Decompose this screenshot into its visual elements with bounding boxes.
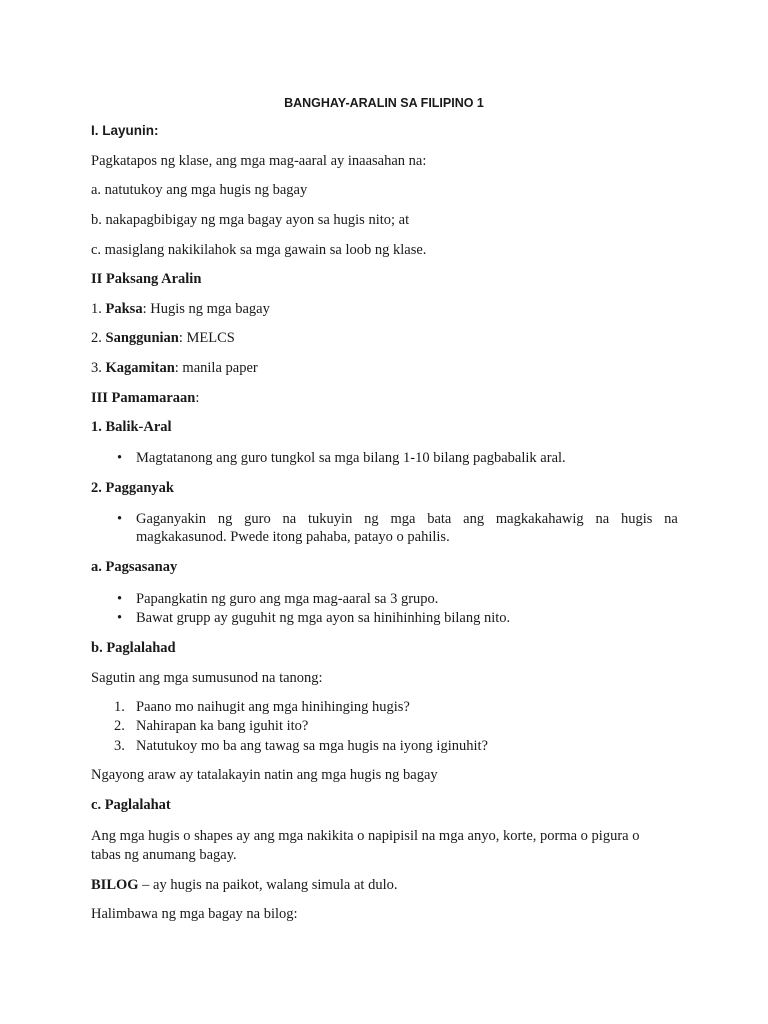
question-number: 3.	[114, 738, 125, 754]
pagsasanay-label: . Pagsasanay	[98, 559, 178, 575]
pagganyak-label: . Pagganyak	[98, 480, 174, 496]
paksa-label: Paksa	[105, 301, 143, 317]
balik-aral-bullet: Magtatanong ang guro tungkol sa mga bilang 1-10 bilang pagbabalik aral.	[136, 450, 566, 466]
sanggunian-label: Sanggunian	[105, 330, 179, 346]
bullet-icon: •	[117, 610, 123, 626]
layunin-heading: I. Layunin:	[91, 123, 159, 138]
justified-word: bata	[427, 511, 452, 527]
justified-word: hugis	[620, 511, 653, 527]
paglalahad-intro: Sagutin ang mga sumusunod na tanong:	[91, 670, 323, 686]
pagganyak-num: 2	[91, 480, 99, 496]
question-number: 1.	[114, 699, 125, 715]
kagamitan-item	[91, 359, 258, 377]
bilog-term: BILOG	[91, 877, 139, 893]
sanggunian-value: : MELCS	[178, 330, 235, 346]
pagsasanay-num: a	[91, 559, 99, 575]
justified-word: ang	[463, 511, 485, 527]
sanggunian-item	[91, 329, 235, 347]
justified-word: magkakahawig	[495, 511, 584, 527]
paksa-value: : Hugis ng mga bagay	[142, 301, 270, 317]
kagamitan-label: Kagamitan	[105, 360, 175, 376]
bullet-icon: •	[117, 450, 123, 466]
bilog-def: – ay hugis na paikot, walang simula at dulo.	[138, 877, 398, 893]
kagamitan-num: 3.	[91, 360, 106, 376]
pagsasanay-bullet-2: Bawat grupp ay guguhit ng mga ayon sa hinihinhing bilang nito.	[136, 610, 511, 626]
pagsasanay-heading	[91, 558, 177, 576]
balik-aral-label: . Balik-Aral	[98, 419, 172, 435]
question-text: Natutukoy mo ba ang tawag sa mga hugis na iyong iginuhit?	[136, 738, 488, 754]
paksa-num: 1.	[91, 301, 106, 317]
paglalahad-closing: Ngayong araw ay tatalakayin natin ang mga hugis ng bagay	[91, 767, 438, 783]
paglalahat-para-line1: Ang mga hugis o shapes ay ang mga nakikita o napipisil na mga anyo, korte, porma o pigura o	[91, 828, 640, 844]
justified-word: Gaganyakin	[136, 511, 207, 527]
paglalahat-heading	[91, 796, 171, 814]
question-number: 2.	[114, 718, 125, 734]
balik-aral-heading	[91, 418, 172, 436]
pamamaraan-colon: :	[195, 390, 200, 406]
kagamitan-value: : manila paper	[174, 360, 258, 376]
paksang-aralin-heading: II Paksang Aralin	[91, 271, 202, 287]
sanggunian-num: 2.	[91, 330, 106, 346]
pagganyak-bullet-line1	[136, 510, 678, 528]
paglalahat-num: c	[91, 797, 98, 813]
paglalahat-para-line2: tabas ng anumang bagay.	[91, 847, 237, 863]
layunin-item-b: b. nakapagbibigay ng mga bagay ayon sa hugis nito; at	[91, 212, 410, 228]
pamamaraan-heading: III Pamamaraan	[91, 390, 196, 406]
paglalahad-label: . Paglalahad	[99, 640, 176, 656]
justified-word: guro	[244, 511, 271, 527]
balik-aral-num: 1	[91, 419, 99, 435]
bilog-definition	[91, 876, 398, 894]
justified-word: ng	[217, 511, 233, 527]
question-text: Nahirapan ka bang iguhit ito?	[136, 718, 309, 734]
question-text: Paano mo naihugit ang mga hinihinging hugis?	[136, 699, 410, 715]
paglalahad-heading	[91, 639, 176, 657]
justified-word: mga	[390, 511, 416, 527]
pamamaraan-heading-line	[91, 389, 199, 407]
layunin-intro: Pagkatapos ng klase, ang mga mag-aaral ay inaasahan na:	[91, 153, 427, 169]
halimbawa-line: Halimbawa ng mga bagay na bilog:	[91, 906, 298, 922]
bullet-icon: •	[117, 511, 123, 527]
justified-word: tukuyin	[308, 511, 353, 527]
pagganyak-bullet-line2: magkakasunod. Pwede itong pahaba, patayo o pahilis.	[136, 529, 450, 545]
pagganyak-heading	[91, 479, 174, 497]
justified-word: na	[664, 511, 678, 527]
paksa-item	[91, 300, 270, 318]
paglalahat-label: . Paglalahat	[97, 797, 171, 813]
justified-word: na	[595, 511, 610, 527]
bullet-icon: •	[117, 591, 123, 607]
justified-word: ng	[364, 511, 379, 527]
pagsasanay-bullet-1: Papangkatin ng guro ang mga mag-aaral sa 3 grupo.	[136, 591, 439, 607]
layunin-item-c: c. masiglang nakikilahok sa mga gawain sa loob ng klase.	[91, 242, 427, 258]
paglalahad-num: b	[91, 640, 100, 656]
page-title: BANGHAY-ARALIN SA FILIPINO 1	[284, 96, 484, 110]
layunin-item-a: a. natutukoy ang mga hugis ng bagay	[91, 182, 308, 198]
justified-word: na	[282, 511, 297, 527]
